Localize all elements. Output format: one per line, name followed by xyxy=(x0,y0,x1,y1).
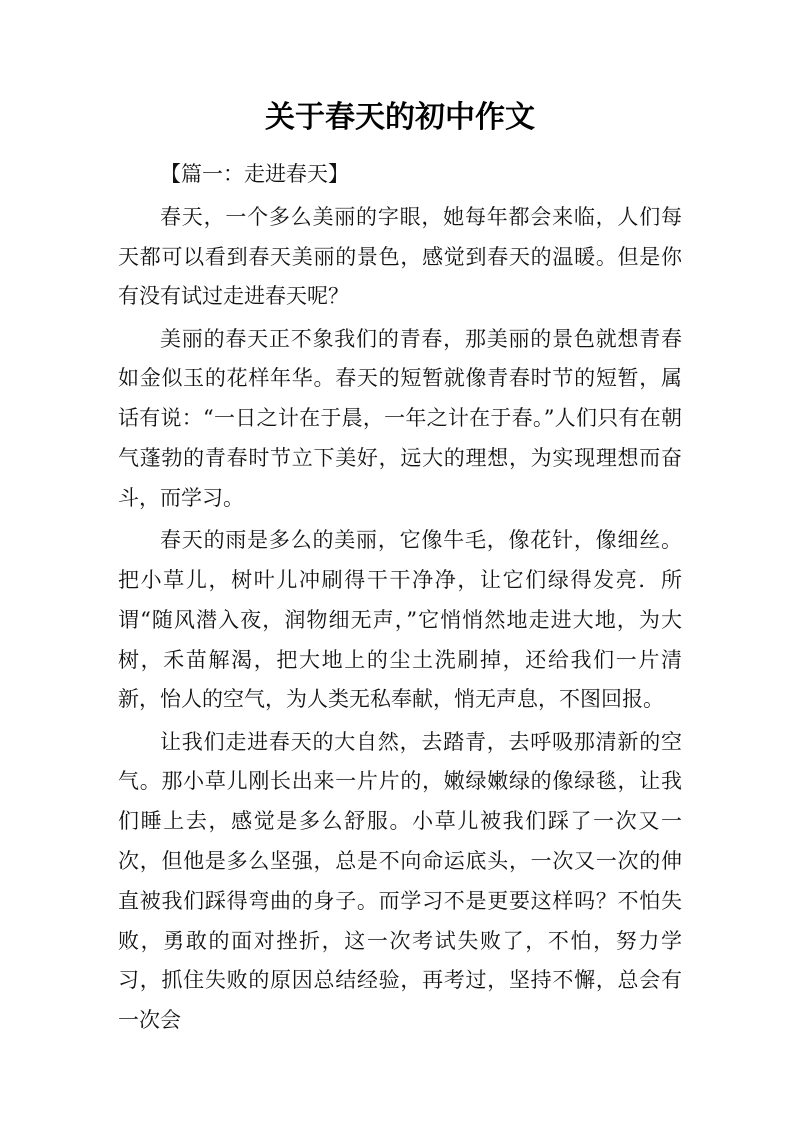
paragraph-1: 春天，一个多么美丽的字眼，她每年都会来临，人们每天都可以看到春天美丽的景色，感觉到春天的温暖。但是你有没有试过走进春天呢？ xyxy=(118,204,682,309)
paragraph-4: 让我们走进春天的大自然，去踏青，去呼吸那清新的空气。那小草儿刚长出来一片片的，嫩绿嫩绿的像绿毯，让我们睡上去，感觉是多么舒服。小草儿被我们踩了一次又一次，但他是多么坚强，总是不向命运底头，一次又一次的伸直被我们踩得弯曲的身子。而学习不是更要这样吗？不怕失败，勇敢的面对挫折，这一次考试失败了，不怕，努力学习，抓住失败的原因总结经验，再考过，坚持不懈，总会有一次会 xyxy=(118,729,682,1033)
paragraph-3: 春天的雨是多么的美丽，它像牛毛，像花针，像细丝。把小草儿，树叶儿冲刷得干干净净，让它们绿得发亮．所谓“随风潜入夜，润物细无声，”它悄悄然地走进大地，为大树，禾苗解渴，把大地上的尘土洗刷掉，还给我们一片清新，怡人的空气，为人类无私奉献，悄无声息，不图回报。 xyxy=(118,528,682,712)
document-title: 关于春天的初中作文 xyxy=(265,100,535,135)
section-heading: 【篇一：走进春天】 xyxy=(160,162,349,186)
document-body xyxy=(118,155,682,1044)
paragraph-2: 美丽的春天正不象我们的青春，那美丽的景色就想青春如金似玉的花样年华。春天的短暂就像青春时节的短暂，属话有说：“一日之计在于晨，一年之计在于春。”人们只有在朝气蓬勃的青春时节立下美好，远大的理想，为实现理想而奋斗，而学习。 xyxy=(118,326,682,510)
